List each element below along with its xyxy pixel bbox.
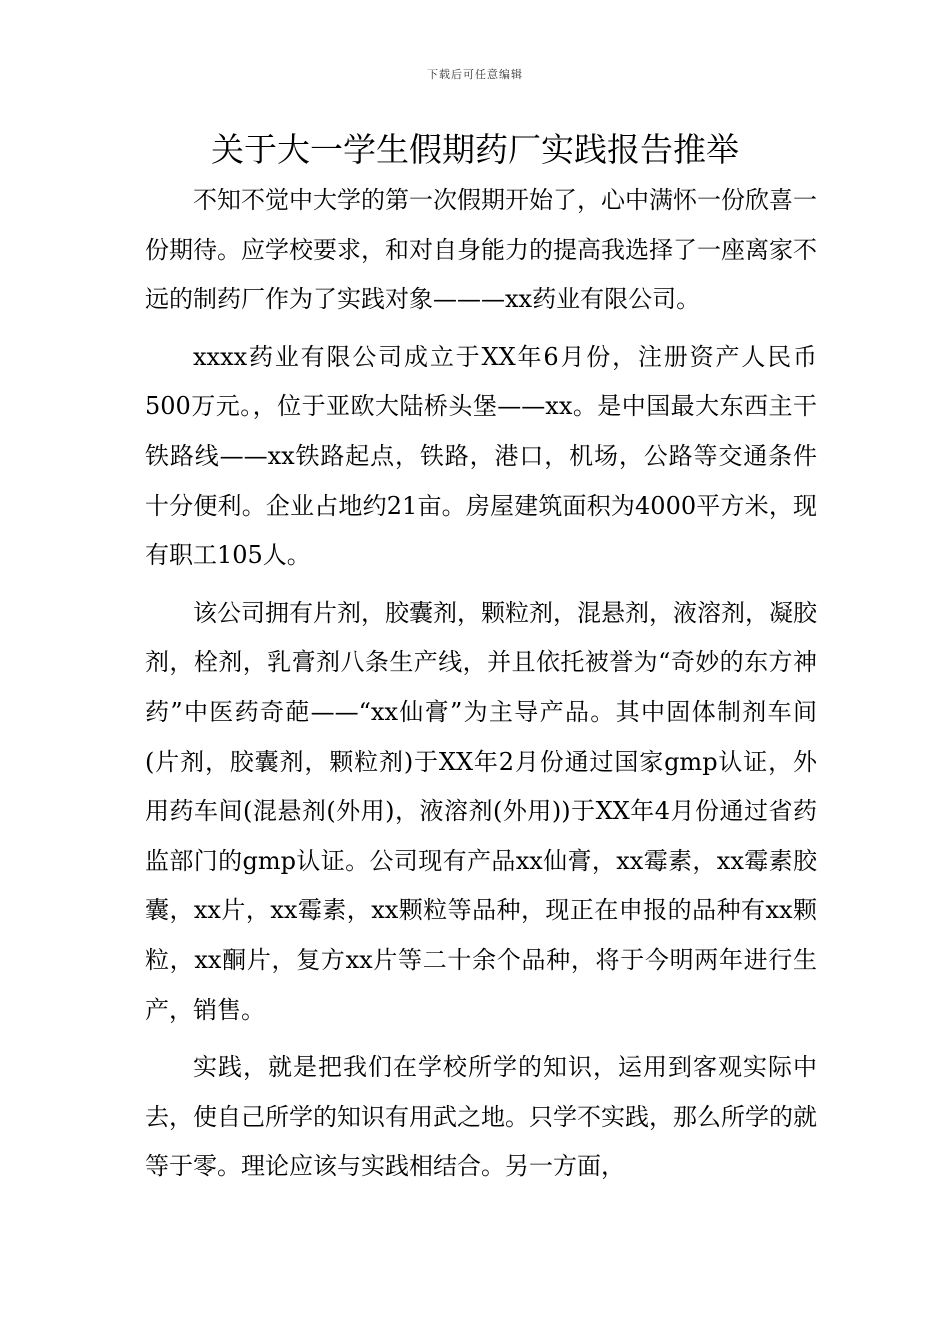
paragraph: 该公司拥有片剂，胶囊剂，颗粒剂，混悬剂，液溶剂，凝胶剂，栓剂，乳膏剂八条生产线，并且依托被誉为“奇妙的东方神药”中医药奇葩——“xx仙膏”为主导产品。其中固体制剂车间(片剂，胶囊剂，颗粒剂)于XX年2月份通过国家gmp认证，外用药车间(混悬剂(外用)，液溶剂(外用))于XX年4月份通过省药监部门的gmp认证。公司现有产品xx仙膏，xx霉素，xx霉素胶囊，xx片，xx霉素，xx颗粒等品种，现正在申报的品种有xx颗粒，xx酮片，复方xx片等二十余个品种，将于今明两年进行生产，销售。 [145, 598, 817, 1024]
paragraph: 实践，就是把我们在学校所学的知识，运用到客观实际中去，使自己所学的知识有用武之地。只学不实践，那么所学的就等于零。理论应该与实践相结合。另一方面， [145, 1053, 817, 1181]
download-note: 下载后可任意编辑 [427, 68, 523, 81]
document-body [145, 176, 817, 1200]
paragraph: 不知不觉中大学的第一次假期开始了，心中满怀一份欣喜一份期待。应学校要求，和对自身能力的提高我选择了一座离家不远的制药厂作为了实践对象———xx药业有限公司。 [145, 186, 817, 314]
document-title: 关于大一学生假期药厂实践报告推举 [211, 130, 739, 169]
paragraph: xxxx药业有限公司成立于XX年6月份，注册资产人民币500万元。，位于亚欧大陆桥头堡——xx。是中国最大东西主干铁路线——xx铁路起点，铁路，港口，机场，公路等交通条件十分便利。企业占地约21亩。房屋建筑面积为4000平方米，现有职工105人。 [145, 342, 817, 570]
